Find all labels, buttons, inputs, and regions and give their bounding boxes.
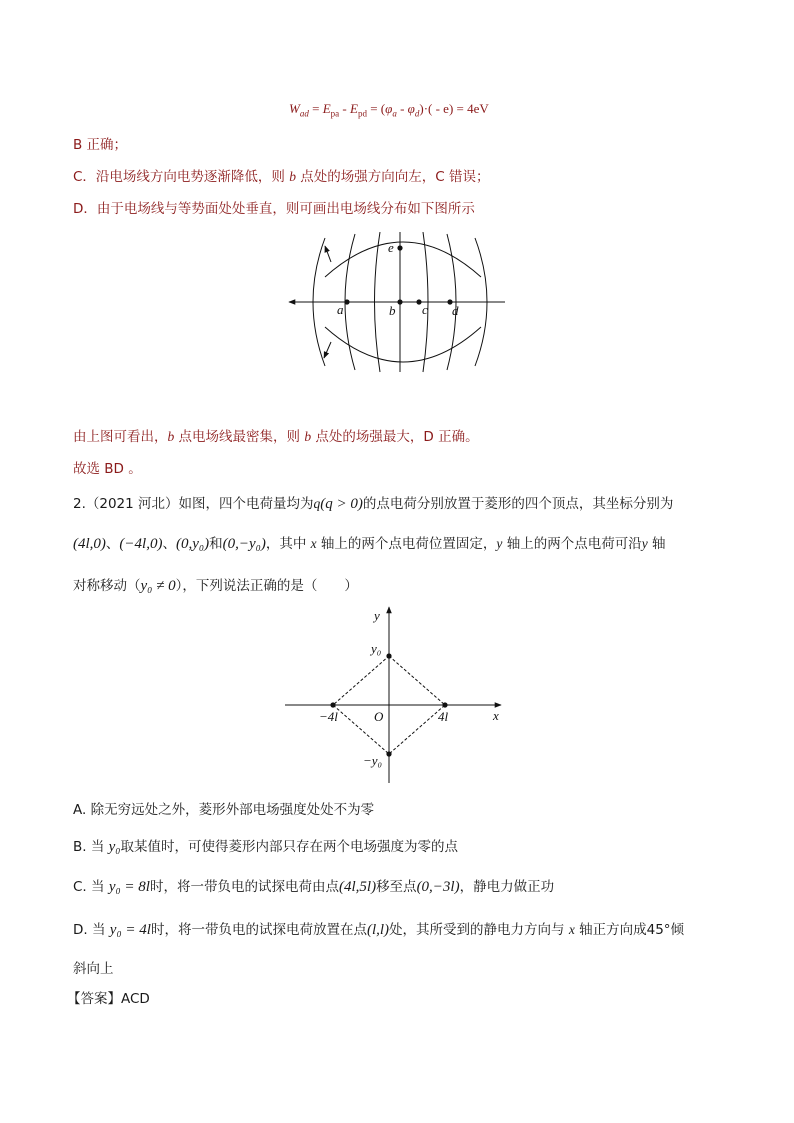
formula-e2: E bbox=[349, 101, 358, 116]
option-c-p1: (4l,5l) bbox=[338, 879, 377, 895]
line3-prefix: 对称移动（ bbox=[73, 578, 141, 594]
formula-phi-d-sub: d bbox=[414, 108, 420, 119]
line2-y2: y bbox=[641, 536, 648, 551]
coord-4: (0,−y₀) bbox=[222, 536, 266, 552]
answer-bracket: 【答案】 bbox=[67, 991, 121, 1007]
c-var: b bbox=[289, 169, 296, 184]
y0-label: y₀ bbox=[371, 641, 382, 656]
d-explanation-line: D．由于电场线与等势面处处垂直，则可画出电场线分布如下图所示 bbox=[73, 201, 475, 217]
line3-condition: y₀ ≠ 0 bbox=[140, 578, 176, 594]
c-suffix: 点处的场强方向向左，C 错误； bbox=[295, 169, 490, 185]
coord-2: (−4l,0) bbox=[119, 536, 163, 552]
c-prefix: C．沿电场线方向电势逐渐降低，则 bbox=[73, 169, 290, 185]
charge-right bbox=[442, 702, 447, 707]
option-d-eq: y₀ = 4l bbox=[109, 922, 151, 938]
line2-text4: 轴 bbox=[647, 536, 666, 552]
formula-phi-a: φ bbox=[385, 101, 393, 116]
charge-top bbox=[386, 653, 391, 658]
question-line-2 bbox=[73, 532, 666, 553]
coord-1: (4l,0) bbox=[73, 536, 106, 552]
conclusion-prefix: 由上图可看出， bbox=[73, 429, 168, 445]
conclusion-var1: b bbox=[167, 429, 175, 444]
formula-w-sub: ad bbox=[299, 108, 309, 119]
sep-2: 、 bbox=[162, 536, 176, 552]
formula-tail: )·( - e) = 4eV bbox=[419, 101, 489, 116]
option-d-suffix: 轴正方向成45°倾 bbox=[574, 922, 685, 938]
option-c bbox=[73, 875, 554, 896]
point-a bbox=[344, 299, 349, 304]
b-correct-line: B 正确； bbox=[73, 137, 128, 153]
formula-minus: - bbox=[339, 101, 350, 116]
answer-value: ACD bbox=[121, 991, 150, 1007]
option-d-x: x bbox=[568, 922, 575, 937]
formula-e2-sub: pd bbox=[357, 108, 367, 119]
answer-line bbox=[67, 987, 150, 1007]
formula-mid: = ( bbox=[366, 101, 386, 116]
origin-label: O bbox=[374, 709, 384, 724]
rhombus-figure bbox=[285, 603, 510, 785]
pos4l-label: 4l bbox=[438, 709, 449, 724]
label-a: a bbox=[337, 302, 344, 317]
formula-minus2: - bbox=[396, 101, 408, 116]
q-prefix: 2.（2021 河北）如图，四个电荷量均为 bbox=[73, 496, 314, 512]
arrow-bottom bbox=[324, 342, 331, 358]
option-c-p2: (0,−3l) bbox=[416, 879, 460, 895]
and-text: 和 bbox=[209, 536, 223, 552]
formula-e1: E bbox=[322, 101, 331, 116]
sep-1: 、 bbox=[105, 536, 120, 552]
option-d-mid: 时，将一带负电的试探电荷放置在点 bbox=[150, 922, 367, 938]
option-d-prefix: D. 当 bbox=[73, 922, 110, 938]
line2-text2: 轴上的两个点电荷位置固定， bbox=[316, 536, 497, 552]
charge-bottom bbox=[386, 751, 391, 756]
option-d-mid2: 处，其所受到的静电力方向与 bbox=[389, 922, 569, 938]
point-e bbox=[397, 245, 402, 250]
conclusion-suffix: 点处的场强最大，D 正确。 bbox=[311, 429, 479, 445]
line3-suffix: ），下列说法正确的是（ ） bbox=[175, 578, 358, 594]
option-b-suffix: 取某值时，可使得菱形内部只存在两个电场强度为零的点 bbox=[120, 839, 459, 855]
label-b: b bbox=[389, 303, 396, 318]
y-axis-label: y bbox=[374, 608, 380, 623]
option-b-var: y₀ bbox=[108, 839, 121, 855]
conclusion-var2: b bbox=[304, 429, 312, 444]
label-d: d bbox=[452, 303, 459, 318]
x-axis-label: x bbox=[493, 708, 499, 723]
option-c-prefix: C. 当 bbox=[73, 879, 109, 895]
coord-3: (0,y₀) bbox=[175, 536, 210, 552]
neg-y0-label: −y₀ bbox=[363, 753, 383, 768]
option-d bbox=[73, 918, 684, 939]
q-condition: (q > 0) bbox=[320, 496, 363, 512]
option-d-p: (l,l) bbox=[366, 922, 390, 938]
conclusion-line bbox=[73, 425, 479, 445]
point-c bbox=[416, 299, 421, 304]
conclusion-mid: 点电场线最密集，则 bbox=[174, 429, 305, 445]
option-c-mid2: 移至点 bbox=[376, 879, 417, 895]
formula-phi-d: φ bbox=[407, 101, 415, 116]
line2-x: x bbox=[310, 536, 317, 551]
label-c: c bbox=[422, 302, 428, 317]
work-formula bbox=[289, 101, 489, 119]
point-b bbox=[397, 299, 402, 304]
formula-e1-sub: pa bbox=[330, 108, 340, 119]
charge-left bbox=[330, 702, 335, 707]
option-b bbox=[73, 835, 458, 856]
option-c-eq: y₀ = 8l bbox=[108, 879, 150, 895]
option-b-prefix: B. 当 bbox=[73, 839, 109, 855]
q-suffix: 的点电荷分别放置于菱形的四个顶点，其坐标分别为 bbox=[362, 496, 674, 512]
final-choice-line: 故选 BD 。 bbox=[73, 461, 142, 477]
q-var: q bbox=[313, 496, 321, 511]
line2-y: y bbox=[496, 536, 503, 551]
formula-eq: = bbox=[308, 101, 323, 116]
formula-w: W bbox=[289, 101, 300, 116]
label-e: e bbox=[388, 240, 394, 255]
option-c-mid: 时，将一带负电的试探电荷由点 bbox=[149, 879, 339, 895]
c-explanation-line bbox=[73, 165, 489, 185]
option-c-suffix: ，静电力做正功 bbox=[459, 879, 555, 895]
line2-text3: 轴上的两个点电荷可沿 bbox=[502, 536, 642, 552]
question-line-1 bbox=[73, 492, 673, 513]
neg4l-label: −4l bbox=[319, 709, 338, 724]
field-lines-figure bbox=[285, 232, 510, 402]
option-d-continued: 斜向上 bbox=[73, 961, 114, 977]
arrow-top bbox=[325, 246, 331, 262]
formula-phi-a-sub: a bbox=[392, 108, 397, 119]
line2-text1: ，其中 bbox=[265, 536, 311, 552]
option-a: A. 除无穷远处之外，菱形外部电场强度处处不为零 bbox=[73, 802, 375, 818]
question-line-3 bbox=[73, 574, 358, 595]
